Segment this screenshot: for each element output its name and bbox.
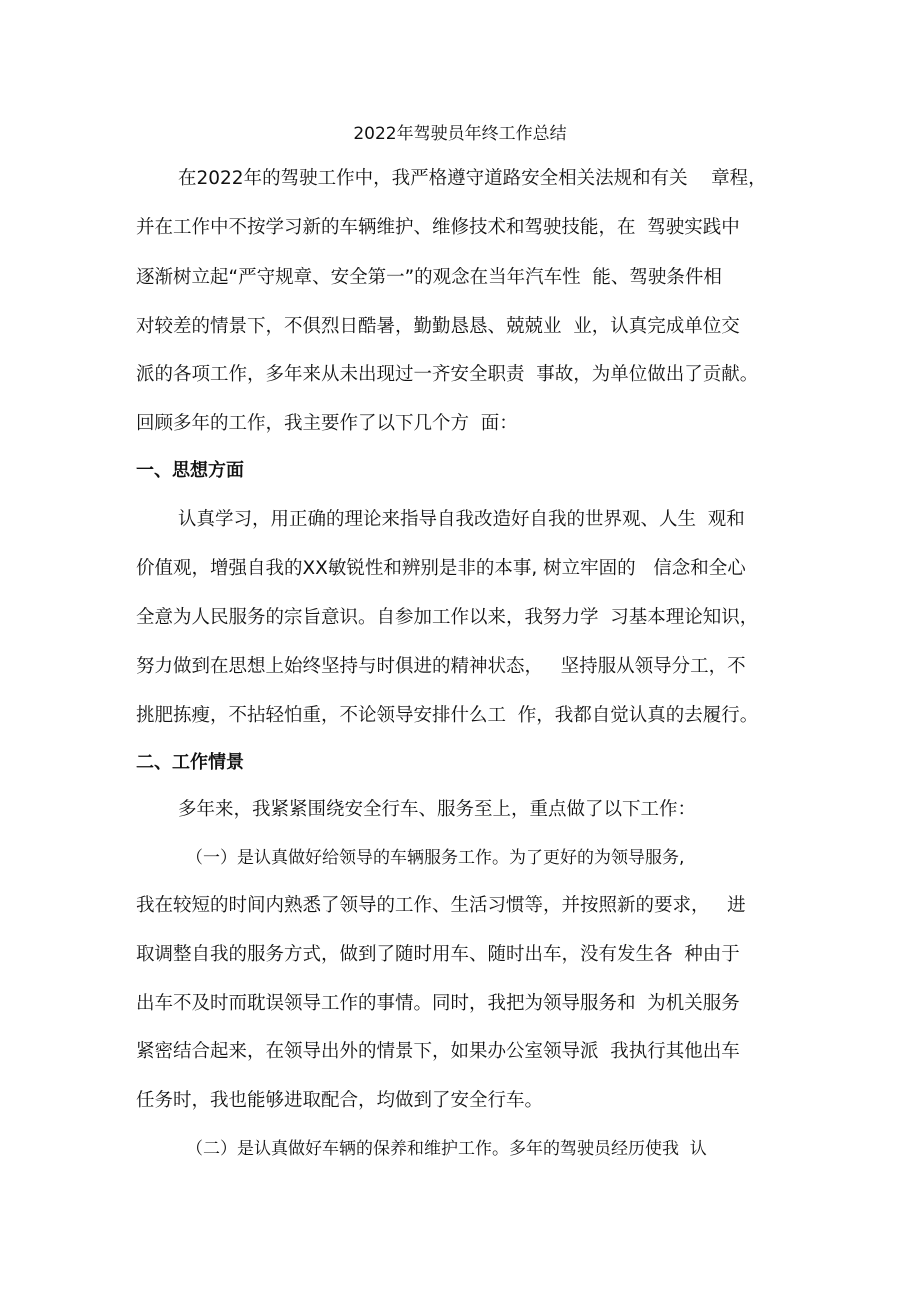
intro-line-5: 派的各项工作，多年来从未出现过一齐安全职责 事故，为单位做出了贡献。: [136, 364, 759, 385]
section-2-item-1-line-4: 出车不及时而耽误领导工作的事情。同时，我把为领导服务和 为机关服务: [136, 993, 740, 1014]
intro-line-2: 并在工作中不按学习新的车辆维护、维修技术和驾驶技能，在 驾驶实践中: [136, 217, 740, 238]
section-2-heading: 二、工作情景: [136, 752, 244, 773]
section-2-item-1-line-3: 取调整自我的服务方式，做到了随时用车、随时出车，没有发生各 种由于: [136, 944, 740, 965]
intro-line-4: 对较差的情景下，不俱烈日酷暑，勤勤恳恳、兢兢业 业，认真完成单位交: [136, 316, 740, 337]
intro-line-3: 逐渐树立起“严守规章、安全第一”的观念在当年汽车性 能、驾驶条件相: [136, 267, 722, 288]
section-2-item-1-line-2: 我在较短的时间内熟悉了领导的工作、生活习惯等，并按照新的要求， 进: [136, 895, 746, 916]
section-1-line-2: 价值观，增强自我的XX敏锐性和辨别是非的本事, 树立牢固的 信念和全心: [136, 558, 746, 579]
section-2-item-1-line-6: 任务时，我也能够进取配合，均做到了安全行车。: [136, 1090, 544, 1111]
section-2-item-2-line-1: （二）是认真做好车辆的保养和维护工作。多年的驾驶员经历使我 认: [186, 1139, 707, 1159]
intro-line-1: 在2022年的驾驶工作中，我严格遵守道路安全相关法规和有关 章程，: [178, 168, 767, 189]
section-1-line-5: 挑肥拣瘦，不拈轻怕重，不论领导安排什么工 作，我都自觉认真的去履行。: [136, 705, 759, 726]
section-2-item-1-line-1: （一）是认真做好给领导的车辆服务工作。为了更好的为领导服务,: [186, 848, 685, 868]
section-1-line-4: 努力做到在思想上始终坚持与时俱进的精神状态， 坚持服从领导分工，不: [136, 656, 746, 677]
section-1-line-3: 全意为人民服务的宗旨意识。自参加工作以来，我努力学 习基本理论知识，: [136, 607, 759, 628]
section-1-line-1: 认真学习，用正确的理论来指导自我改造好自我的世界观、人生 观和: [178, 509, 745, 530]
section-2-item-1-line-5: 紧密结合起来，在领导出外的情景下，如果办公室领导派 我执行其他出车: [136, 1041, 740, 1062]
document-title: 2022年驾驶员年终工作总结: [353, 124, 567, 144]
section-2-intro: 多年来，我紧紧围绕安全行车、服务至上，重点做了以下工作：: [178, 799, 697, 820]
intro-line-6: 回顾多年的工作，我主要作了以下几个方 面：: [136, 413, 518, 434]
section-1-heading: 一、思想方面: [136, 460, 244, 481]
